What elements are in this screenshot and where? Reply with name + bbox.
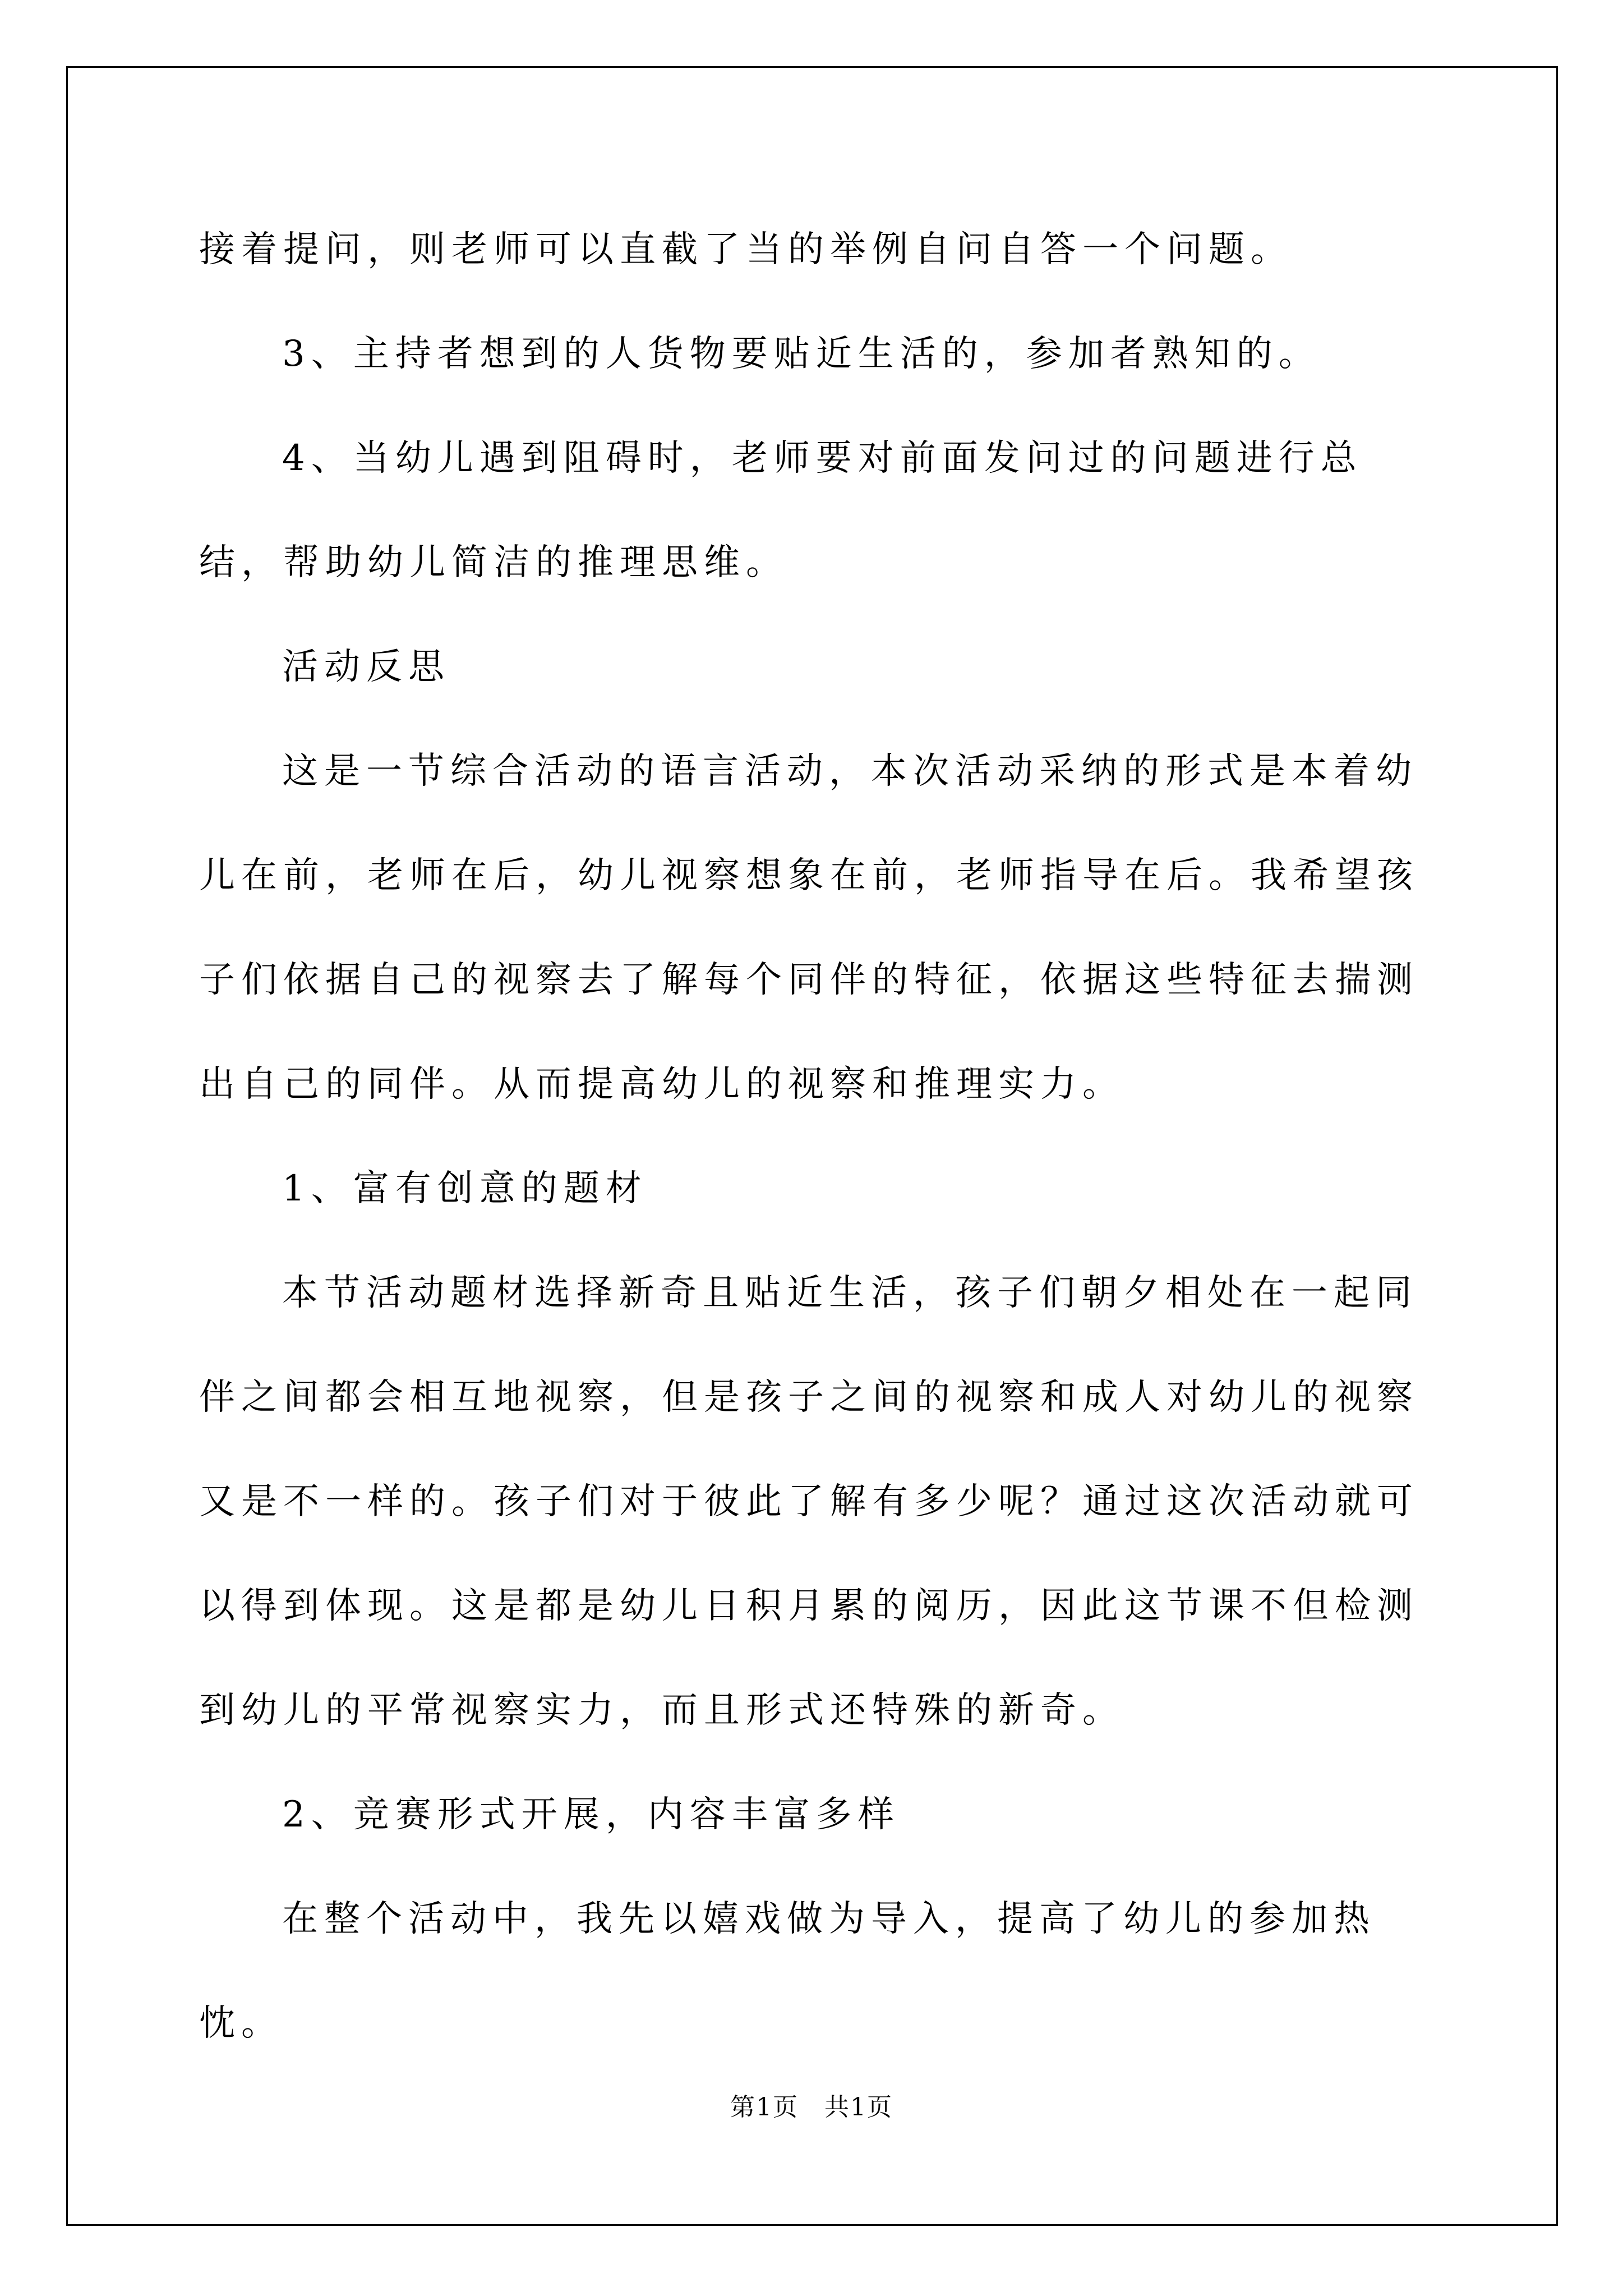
section-heading-reflection: 活动反思 [282, 646, 450, 688]
subheading-1: 1、富有创意的题材 [282, 1168, 648, 1209]
paragraph-2: 3、主持者想到的人货物要贴近生活的，参加者熟知的。 [282, 333, 1321, 375]
paragraph-3: 4、当幼儿遇到阻碍时，老师要对前面发问过的问题进行总结，帮助幼儿简洁的推理思维。 [199, 438, 1363, 583]
page-number-footer: 第1页 共1页 [730, 2093, 893, 2122]
paragraph-7: 本节活动题材选择新奇且贴近生活，孩子们朝夕相处在一起同伴之间都会相互地视察，但是孩子之间的视察和成人对幼儿的视察又是不一样的。孩子们对于彼此了解有多少呢？通过这次活动就可以得到体现。这是都是幼儿日积月累的阅历，因此这节课不但检测到幼儿的平常视察实力，而且形式还特殊的新奇。 [199, 1272, 1419, 1731]
document-body [199, 197, 1427, 2076]
paragraph-1: 接着提问，则老师可以直截了当的举例自问自答一个问题。 [199, 229, 1293, 270]
subheading-2: 2、竞赛形式开展，内容丰富多样 [282, 1794, 900, 1835]
paragraph-9: 在整个活动中，我先以嬉戏做为导入，提高了幼儿的参加热忱。 [199, 1898, 1376, 2044]
paragraph-5: 这是一节综合活动的语言活动，本次活动采纳的形式是本着幼儿在前，老师在后，幼儿视察想象在前，老师指导在后。我希望孩子们依据自己的视察去了解每个同伴的特征，依据这些特征去揣测出自己的同伴。从而提高幼儿的视察和推理实力。 [199, 751, 1419, 1105]
